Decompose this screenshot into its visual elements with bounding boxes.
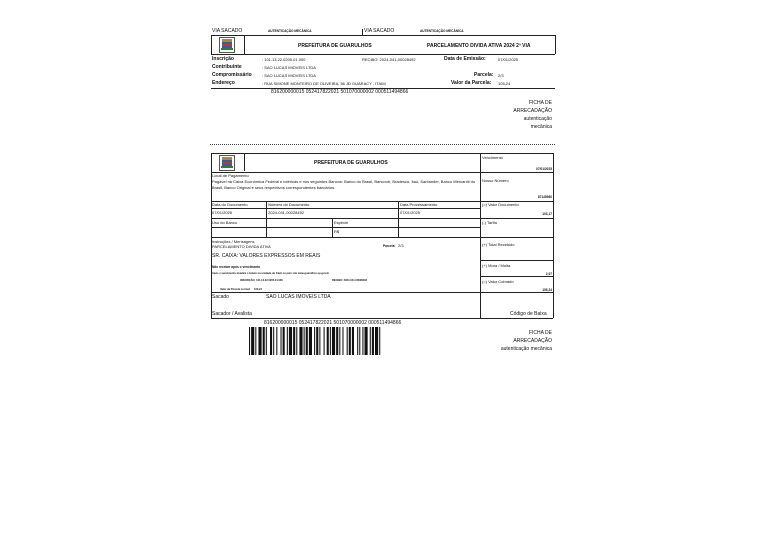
guarulhos-crest-icon [219,155,235,171]
mora-multa-label: (+) Mora / Multa [482,263,511,268]
instrucoes-label: Instruções / Mensagens [212,239,255,244]
nosso-numero-value: 87145960 [537,195,552,199]
instrucoes-parcela-label: Parcela: [383,244,396,248]
numero-documento-label: Número do Documento [268,202,310,207]
total-recebido-label: (+) Total Recebido [482,242,515,247]
inscricao-value: : 101.13.22.0205.01.000 [262,57,306,62]
via-sacado-label: VIA SACADO [212,28,243,34]
prefeitura-title-bottom: PREFEITURA DE GUARULHOS [314,160,388,166]
cut-line [210,144,555,145]
data-documento-value: 07/01/2025 [212,210,233,215]
sacador-avalista-label: Sacador / Avalista [212,311,252,317]
barcode [249,327,444,355]
ficha-line-2: ARRECADAÇÃO [513,338,552,344]
valor-cobrado-value: 105,24 [542,288,552,292]
guarulhos-crest-icon [219,37,235,53]
valor-parcela-normal-value: 103,24 [254,288,262,291]
recibo-line: RECIBO: 2024-041-00028492 [332,279,368,282]
data-emissao-value: 07/01/2025 [498,57,519,62]
valor-parcela-label: Valor da Parcela: [451,80,492,86]
vencimento-value: 07/01/2025 [536,167,552,171]
valor-documento-value: 103,17 [542,212,552,216]
data-processamento-label: Data Processamento [400,202,438,207]
valor-parcela-value: 105,24 [498,81,511,86]
sacado-value: SAO LUCAS IMOVEIS LTDA [266,294,331,300]
autenticacao-label: AUTENTICAÇÃO MECÂNICA [268,29,312,33]
parcela-value: 2/3 [498,73,504,78]
ficha-line-1: FICHA DE [528,100,552,106]
sr-caixa-text: SR. CAIXA: VALORES EXPRESSOS EM REAIS [212,253,321,259]
inscricao-line: INSCRIÇÃO: 101.13.22.0205.01.000 [240,279,283,282]
compromissario-label: Compromissário [212,72,252,78]
vencimento-label: Vencimento [482,155,503,160]
ficha-line-2: ARRECADAÇÃO [513,108,552,114]
local-pagamento-text: Pagável na Caixa Econômica Federal e lotéricas e nos seguintes Bancos: Banco do Brasil, Bancoob, Bradesco, Itaú, Santander, Banco Mercantil do Brasil, Banco Original e seus respectivos correspondentes bancários. [212,179,476,190]
compromissario-value: : SAO LUCAS IMOVEIS LTDA [262,73,316,78]
ficha-arrecadacao-bottom [480,329,552,353]
ficha-line-4: mecânica [530,124,552,130]
recibo-value: RECIBO: 2024-041-00028492 [362,57,416,62]
instrucoes-parcela-value: 2/3 [398,243,404,248]
codigo-baixa-label: Código de Baixa [510,311,547,317]
endereco-label: Endereço [212,80,235,86]
valor-cobrado-label: (=) Valor Cobrado [482,279,514,284]
nao-receber-text: Não receber após o vencimento [212,265,261,269]
ficha-line-3: autenticação [523,116,552,122]
sacado-label: Sacado [212,294,229,300]
ficha-line-1: FICHA DE [528,330,552,336]
inscricao-label: Inscrição [212,56,234,62]
data-processamento-value: 07/01/2025 [400,210,421,215]
valor-parcela-normal-label: Valor da Parcela normal: [220,288,251,291]
parcelamento-title: PARCELAMENTO DIVIDA ATIVA 2024 2ª VIA [427,43,531,49]
prefeitura-title: PREFEITURA DE GUARULHOS [298,43,372,49]
uso-banco-label: Uso do Banco [212,220,238,225]
tarifa-label: (-) Tarifa [482,220,497,225]
contribuinte-label: Contribuinte [212,64,242,70]
endereco-value: : RUA SIMONE MONTEIRO DE OLIVEIRA, 56 JD GUARACY - ITAIM [262,81,386,86]
data-documento-label: Data do Documento [212,202,248,207]
autenticacao-label-2: AUTENTICAÇÃO MECÂNICA [420,29,464,33]
ficha-line-3: autenticação mecânica [500,346,552,352]
numero-documento-value: 2024-041-00028492 [268,210,305,215]
linha-digitavel-bottom: 816200000015 052417822021 501070000002 000511494866 [264,320,402,326]
data-emissao-label: Data de Emissão: [444,56,486,62]
especie-value: R$ [334,229,340,234]
linha-digitavel: 816200000015 052417822021 501070000002 000511494866 [271,89,409,95]
local-pagamento-label: Local de Pagamento [212,173,249,178]
contribuinte-value: : SAO LUCAS IMOVEIS LTDA [262,65,316,70]
especie-label: Espécie [334,220,349,225]
nosso-numero-label: Nosso Número [482,178,509,183]
valor-documento-label: (=) Valor Documento [482,202,519,207]
ficha-arrecadacao-top [490,99,552,131]
parcela-label: Parcela: [474,72,494,78]
via-sacado-label-2: VIA SACADO [364,28,395,34]
apos-vencimento-text: Após o vencimento atualize o boleto na unidade do Fácil ou pelo site www.guarulhos.sp.gov.br [212,272,330,275]
instrucoes-title: PARCELAMENTO DIVIDA ATIVA [212,244,271,249]
mora-multa-value: 2,07 [545,272,552,276]
